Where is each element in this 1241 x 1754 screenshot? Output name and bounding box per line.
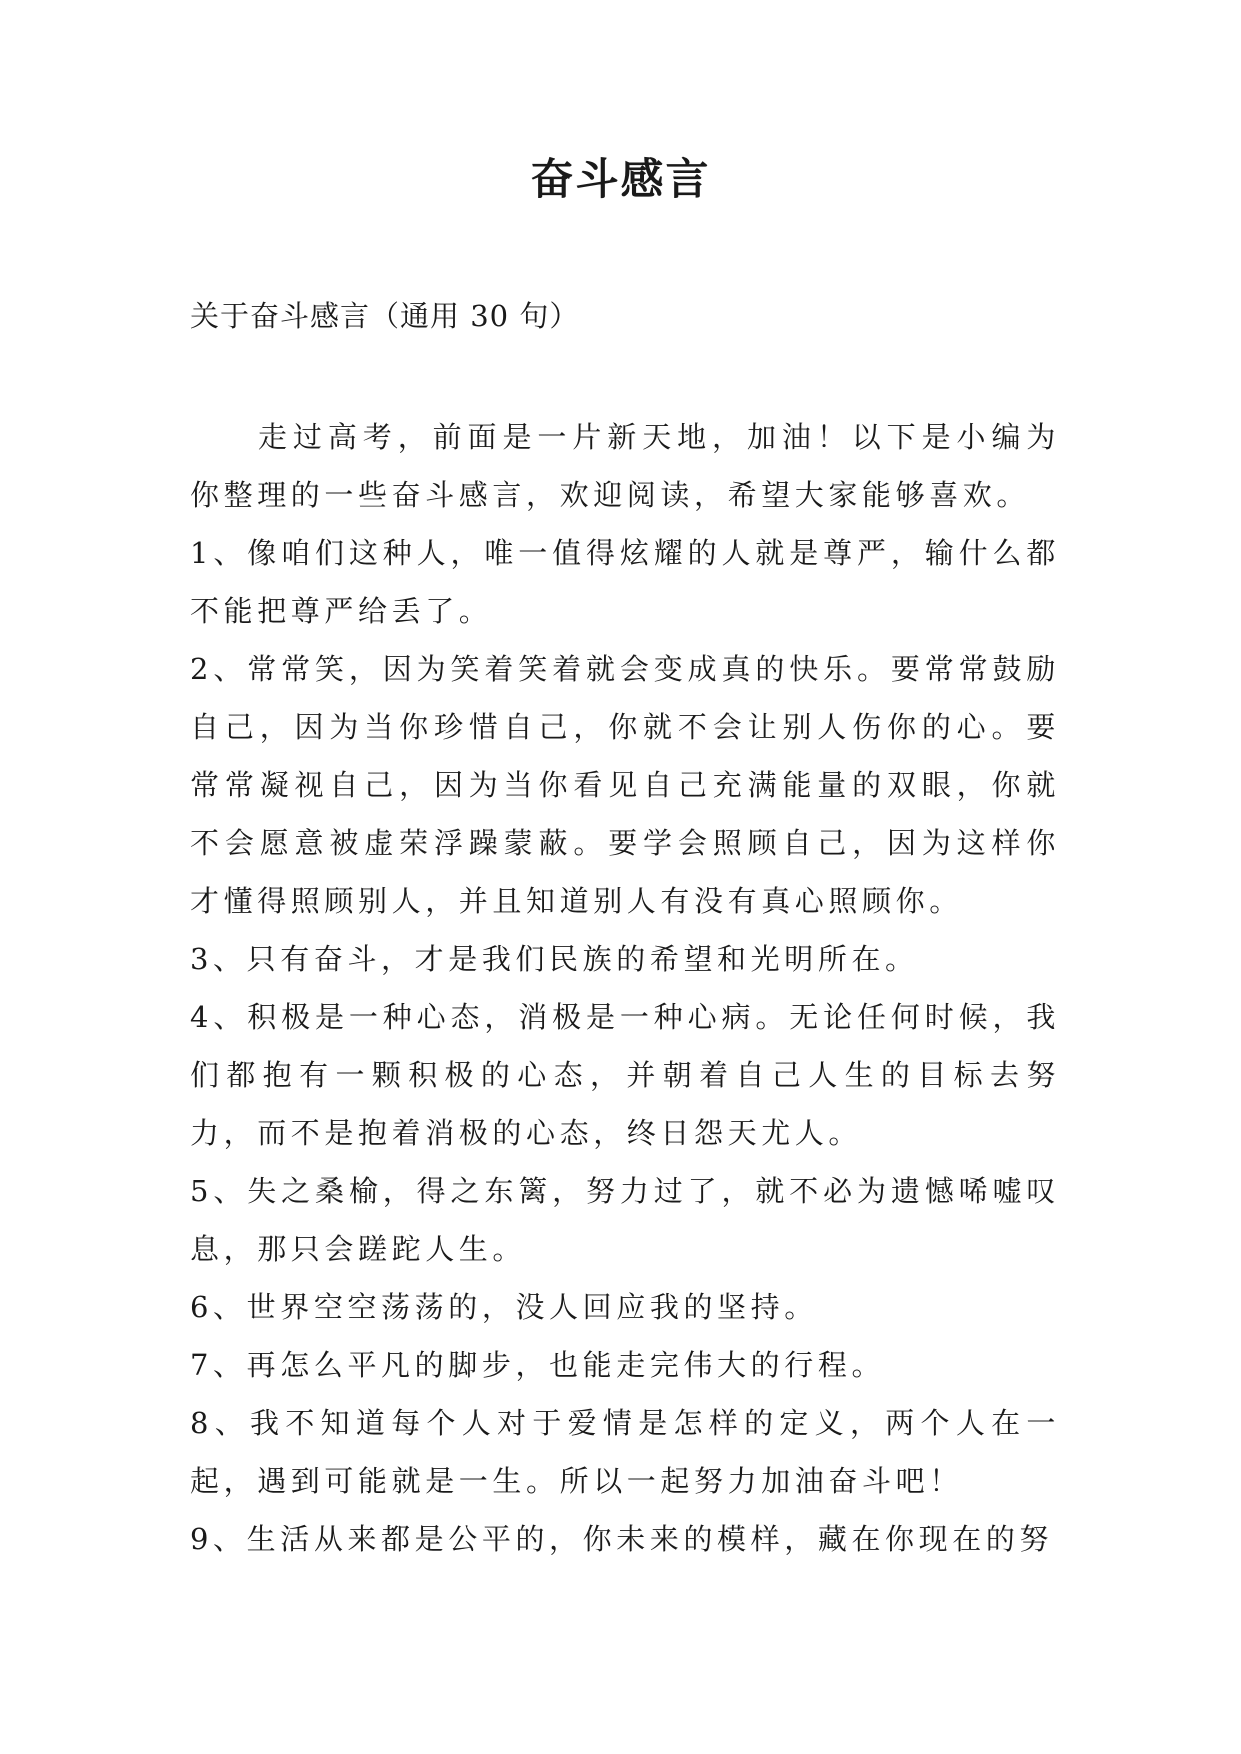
quote-item: 7、再怎么平凡的脚步，也能走完伟大的行程。 bbox=[190, 1348, 886, 1382]
intro-paragraph: 走过高考，前面是一片新天地，加油！以下是小编为你整理的一些奋斗感言，欢迎阅读，希望大家能够喜欢。 bbox=[190, 420, 1060, 512]
quote-item: 8、我不知道每个人对于爱情是怎样的定义，两个人在一起，遇到可能就是一生。所以一起努力加油奋斗吧！ bbox=[190, 1406, 1060, 1498]
document-body bbox=[190, 408, 1060, 1568]
quote-item: 1、像咱们这种人，唯一值得炫耀的人就是尊严，输什么都不能把尊严给丢了。 bbox=[190, 536, 1060, 628]
quote-item: 6、世界空空荡荡的，没人回应我的坚持。 bbox=[190, 1290, 818, 1324]
quote-item: 4、积极是一种心态，消极是一种心病。无论任何时候，我们都抱有一颗积极的心态，并朝着自己人生的目标去努力，而不是抱着消极的心态，终日怨天尤人。 bbox=[190, 1000, 1060, 1150]
quote-item: 5、失之桑榆，得之东篱，努力过了，就不必为遗憾唏嘘叹息，那只会蹉跎人生。 bbox=[190, 1174, 1060, 1266]
document-title: 奋斗感言 bbox=[530, 155, 711, 205]
document-subtitle: 关于奋斗感言（通用 30 句） bbox=[190, 299, 580, 333]
quote-item: 9、生活从来都是公平的，你未来的模样，藏在你现在的努 bbox=[190, 1522, 1054, 1556]
quote-item: 3、只有奋斗，才是我们民族的希望和光明所在。 bbox=[190, 942, 919, 976]
quote-item: 2、常常笑，因为笑着笑着就会变成真的快乐。要常常鼓励自己，因为当你珍惜自己，你就不会让别人伤你的心。要常常凝视自己，因为当你看见自己充满能量的双眼，你就不会愿意被虚荣浮躁蒙蔽。要学会照顾自己，因为这样你才懂得照顾别人，并且知道别人有没有真心照顾你。 bbox=[190, 652, 1060, 918]
